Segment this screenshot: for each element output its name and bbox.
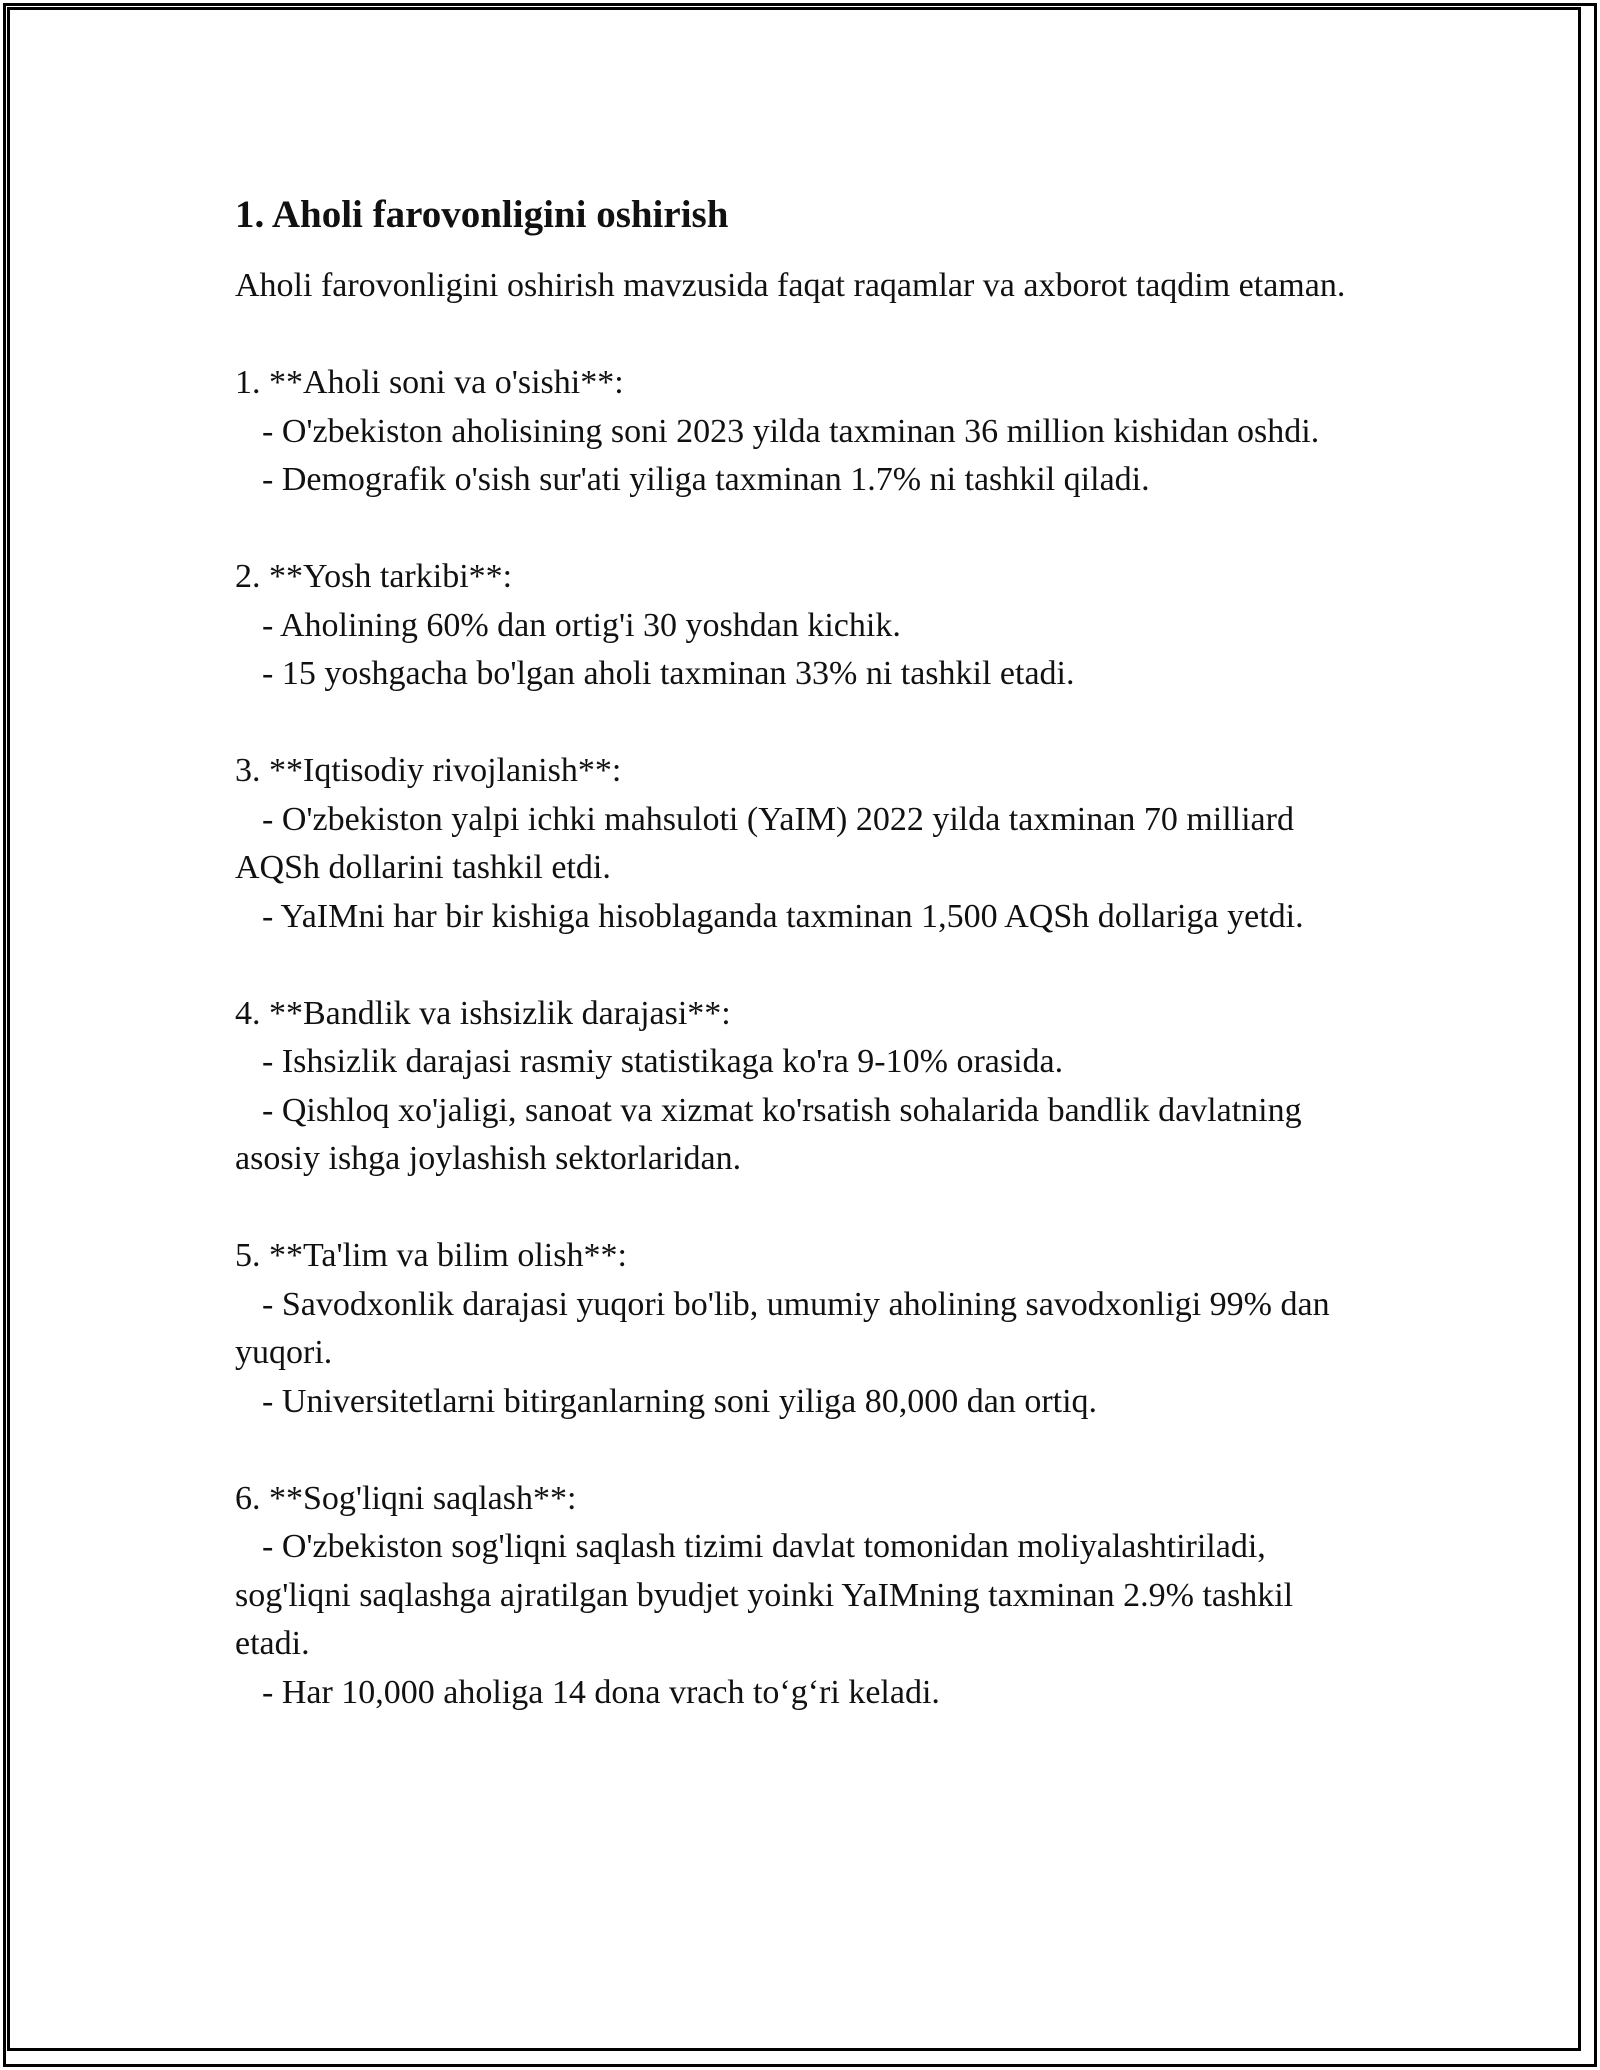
bullet-text: - O'zbekiston yalpi ichki mahsuloti (YaIM) 2022 yilda taxminan 70 milliard AQSh dollarini tashkil etdi. (235, 800, 1294, 886)
bullet-text: - Demografik o'sish sur'ati yiliga taxminan 1.7% ni tashkil qiladi. (262, 461, 1150, 498)
document-body (235, 190, 1375, 1766)
bullet-text: - Har 10,000 aholiga 14 dona vrach to‘g‘ri keladi. (262, 1673, 940, 1711)
list-item (235, 747, 1375, 941)
section-heading: 2. **Yosh tarkibi**: (235, 558, 513, 595)
section-heading: 5. **Ta'lim va bilim olish**: (235, 1237, 627, 1274)
list-item (235, 1475, 1375, 1718)
list-item (235, 990, 1375, 1184)
bullet-text: - Universitetlarni bitirganlarning soni yiliga 80,000 dan ortiq. (262, 1382, 1098, 1420)
bullet-text: - 15 yoshgacha bo'lgan aholi taxminan 33% ni tashkil etadi. (262, 655, 1075, 692)
bullet-text: - Savodxonlik darajasi yuqori bo'lib, umumiy aholining savodxonligi 99% dan yuqori. (235, 1285, 1330, 1371)
list-item (235, 553, 1375, 699)
intro-paragraph: Aholi farovonligini oshirish mavzusida faqat raqamlar va axborot taqdim etaman. (235, 267, 1346, 304)
list-item (235, 1232, 1375, 1426)
bullet-text: - Ishsizlik darajasi rasmiy statistikaga ko'ra 9-10% orasida. (262, 1043, 1064, 1080)
section-heading: 3. **Iqtisodiy rivojlanish**: (235, 752, 622, 789)
bullet-text: - Aholining 60% dan ortig'i 30 yoshdan kichik. (262, 606, 901, 644)
numbered-list (235, 359, 1375, 1717)
bullet-text: - O'zbekiston aholisining soni 2023 yilda taxminan 36 million kishidan oshdi. (262, 412, 1320, 450)
section-heading: 1. **Aholi soni va o'sishi**: (235, 364, 624, 401)
list-item (235, 359, 1375, 505)
section-heading: 6. **Sog'liqni saqlash**: (235, 1479, 577, 1517)
bullet-text: - O'zbekiston sog'liqni saqlash tizimi davlat tomonidan moliyalashtiriladi, sog'liqni saqlashga ajratilgan byudjet yoinki YaIMning taxminan 2.9% tashkil etadi. (235, 1528, 1294, 1662)
bullet-text: - YaIMni har bir kishiga hisoblaganda taxminan 1,500 AQSh dollariga yetdi. (262, 897, 1304, 935)
page-title: 1. Aholi farovonligini oshirish (235, 193, 729, 236)
section-heading: 4. **Bandlik va ishsizlik darajasi**: (235, 994, 731, 1032)
bullet-text: - Qishloq xo'jaligi, sanoat va xizmat ko'rsatish sohalarida bandlik davlatning asosiy ishga joylashish sektorlaridan. (235, 1091, 1302, 1177)
